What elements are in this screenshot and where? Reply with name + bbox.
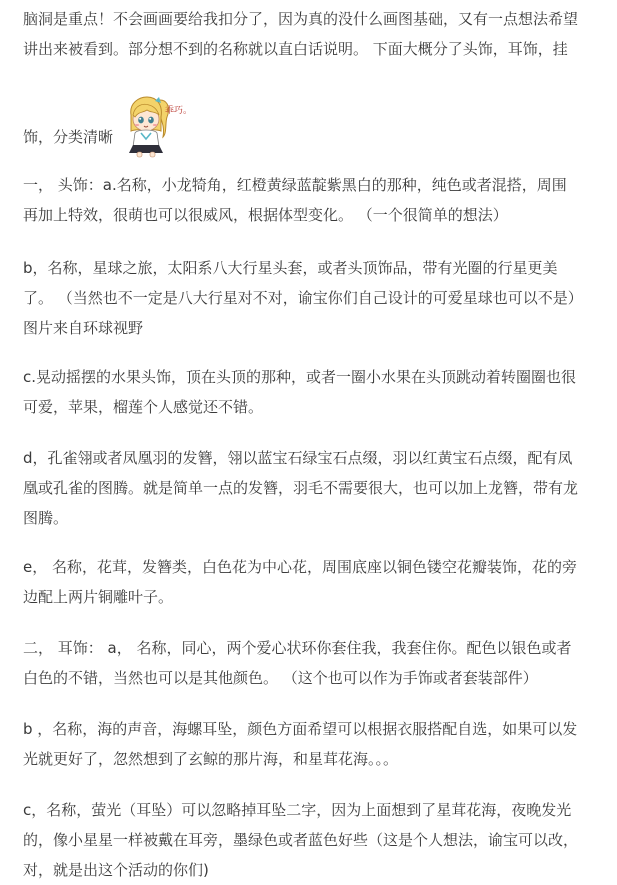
earring-item-c	[23, 795, 578, 885]
earring-item-a	[23, 633, 572, 693]
headwear-item-b	[23, 253, 583, 343]
paragraph-line: 可爱，苹果，榴莲个人感觉还不错。	[23, 398, 264, 416]
paragraph-line: d，孔雀翎或者凤凰羽的发簪，翎以蓝宝石绿宝石点缀，羽以红黄宝石点缀，配有凤	[23, 449, 573, 467]
paragraph-line: 对，就是出这个活动的你们)	[23, 861, 209, 879]
intro-line: 脑洞是重点！不会画画要给我扣分了，因为真的没什么画图基础，又有一点想法希望	[23, 10, 579, 28]
article-body	[23, 0, 617, 879]
paragraph-line: c，名称，萤光（耳坠）可以忽略掉耳坠二字，因为上面想到了星茸花海，夜晚发光	[23, 801, 572, 819]
paragraph-line: 二， 耳饰： a， 名称，同心，两个爱心状环你套住我，我套住你。配色以银色或者	[23, 639, 572, 657]
headwear-item-c	[23, 362, 576, 422]
paragraph-line: 光就更好了，忽然想到了玄鲸的那片海，和星茸花海。。。	[23, 750, 399, 768]
paragraph-line: 的，像小星星一样被戴在耳旁，墨绿色或者蓝色好些（这是个人想法，谕宝可以改，	[23, 831, 579, 849]
paragraph-line: 凰或孔雀的图腾。就是简单一点的发簪，羽毛不需要很大，也可以加上龙簪，带有龙	[23, 479, 579, 497]
chibi-girl-sticker-icon	[121, 93, 193, 159]
intro-line: 饰，分类清晰	[23, 128, 114, 146]
intro-paragraph	[23, 0, 617, 165]
headwear-item-d	[23, 443, 578, 533]
paragraph-line: 再加上特效，很萌也可以很威风，根据体型变化。 （一个很简单的想法）	[23, 206, 508, 224]
paragraph-line: 图片来自环球视野	[23, 319, 144, 337]
paragraph-line: 白色的不错，当然也可以是其他颜色。 （这个也可以作为手饰或者套装部件）	[23, 669, 538, 687]
paragraph-line: c.晃动摇摆的水果头饰，顶在头顶的那种，或者一圈小水果在头顶跳动着转圈圈也很	[23, 368, 577, 386]
paragraph-line: b，名称，星球之旅，太阳系八大行星头套，或者头顶饰品，带有光圈的行星更美	[23, 259, 558, 277]
earring-item-b	[23, 714, 577, 774]
intro-line: 讲出来被看到。部分想不到的名称就以直白话说明。 下面大概分了头饰，耳饰，挂	[23, 40, 568, 58]
paragraph-line: e， 名称，花茸，发簪类，白色花为中心花，周围底座以铜色镂空花瓣装饰，花的旁	[23, 558, 578, 576]
headwear-item-e	[23, 552, 577, 612]
paragraph-line: 边配上两片铜雕叶子。	[23, 588, 174, 606]
sticker-handwriting: 乖巧。	[165, 106, 193, 116]
paragraph-line: b ，名称，海的声音，海螺耳坠，颜色方面希望可以根据衣服搭配自选，如果可以发	[23, 720, 578, 738]
paragraph-line: 图腾。	[23, 509, 69, 527]
headwear-item-a	[23, 170, 567, 230]
paragraph-line: 一， 头饰：a.名称，小龙犄角，红橙黄绿蓝靛紫黑白的那种，纯色或者混搭，周围	[23, 176, 567, 194]
paragraph-line: 了。 （当然也不一定是八大行星对不对，谕宝你们自己设计的可爱星球也可以不是）	[23, 289, 583, 307]
